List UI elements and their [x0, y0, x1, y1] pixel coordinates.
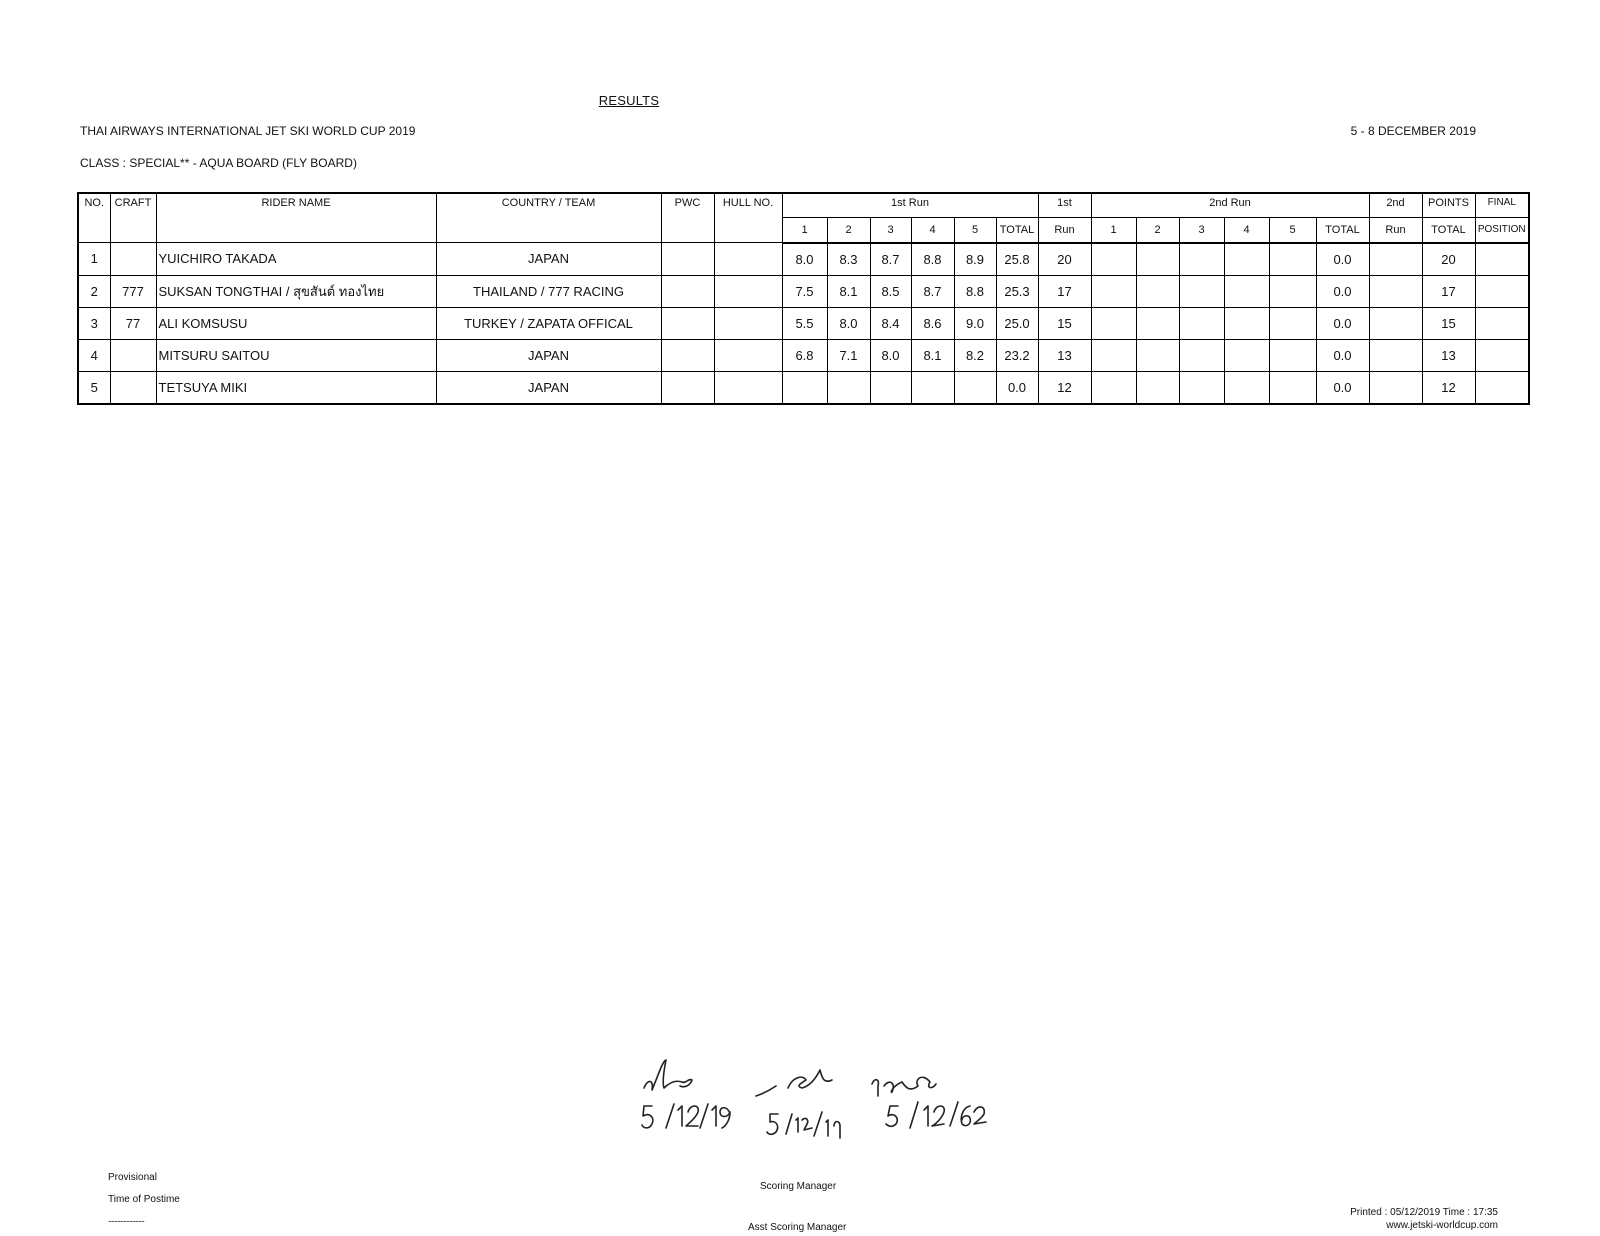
cell-r2-judge-1 — [1091, 339, 1136, 371]
cell-craft: 777 — [110, 275, 156, 307]
header-r1-judge-5: 5 — [954, 217, 996, 243]
cell-r2-judge-2 — [1136, 275, 1179, 307]
header-first-run-result-top: 1st — [1038, 193, 1091, 217]
header-country-team: COUNTRY / TEAM — [436, 193, 661, 243]
cell-pwc — [661, 339, 714, 371]
cell-final-position — [1475, 275, 1529, 307]
cell-r2-judge-2 — [1136, 243, 1179, 276]
header-row-top — [78, 193, 1529, 217]
cell-country-team: JAPAN — [436, 243, 661, 276]
header-points-bottom: TOTAL — [1422, 217, 1475, 243]
time-of-postime-label: Time of Postime — [108, 1194, 180, 1205]
cell-first-run-result: 12 — [1038, 371, 1091, 404]
cell-country-team: THAILAND / 777 RACING — [436, 275, 661, 307]
cell-r2-total: 0.0 — [1316, 339, 1369, 371]
cell-r2-judge-4 — [1224, 371, 1269, 404]
cell-r1-total: 0.0 — [996, 371, 1038, 404]
cell-r1-judge-2 — [827, 371, 870, 404]
cell-rider-name: YUICHIRO TAKADA — [156, 243, 436, 276]
cell-r2-judge-3 — [1179, 243, 1224, 276]
cell-r2-judge-1 — [1091, 371, 1136, 404]
cell-r1-judge-4: 8.8 — [911, 243, 954, 276]
cell-r1-judge-3: 8.7 — [870, 243, 911, 276]
cell-first-run-result: 17 — [1038, 275, 1091, 307]
cell-r1-judge-5: 8.8 — [954, 275, 996, 307]
cell-r2-judge-4 — [1224, 307, 1269, 339]
cell-pwc — [661, 275, 714, 307]
document-title: RESULTS — [598, 93, 660, 108]
header-r2-judge-1: 1 — [1091, 217, 1136, 243]
results-body — [78, 243, 1529, 404]
cell-points-total: 13 — [1422, 339, 1475, 371]
cell-r2-total: 0.0 — [1316, 275, 1369, 307]
cell-r2-judge-4 — [1224, 339, 1269, 371]
signatures-image — [640, 1058, 1020, 1148]
header-first-run-result-bottom: Run — [1038, 217, 1091, 243]
cell-craft — [110, 371, 156, 404]
cell-r2-judge-5 — [1269, 307, 1316, 339]
cell-r1-judge-1 — [782, 371, 827, 404]
cell-r2-total: 0.0 — [1316, 371, 1369, 404]
event-name: THAI AIRWAYS INTERNATIONAL JET SKI WORLD CUP 2019 — [80, 124, 416, 138]
cell-no: 1 — [78, 243, 110, 276]
header-no: NO. — [78, 193, 110, 243]
cell-r2-judge-2 — [1136, 371, 1179, 404]
cell-r2-judge-4 — [1224, 243, 1269, 276]
cell-r1-judge-1: 6.8 — [782, 339, 827, 371]
cell-pwc — [661, 371, 714, 404]
cell-r1-total: 25.0 — [996, 307, 1038, 339]
cell-first-run-result: 13 — [1038, 339, 1091, 371]
cell-r1-judge-1: 7.5 — [782, 275, 827, 307]
cell-country-team: JAPAN — [436, 371, 661, 404]
cell-points-total: 12 — [1422, 371, 1475, 404]
cell-r2-judge-5 — [1269, 275, 1316, 307]
cell-r2-judge-1 — [1091, 275, 1136, 307]
cell-r2-judge-2 — [1136, 339, 1179, 371]
cell-r2-total: 0.0 — [1316, 243, 1369, 276]
cell-r1-judge-3: 8.5 — [870, 275, 911, 307]
cell-final-position — [1475, 371, 1529, 404]
header-r2-judge-4: 4 — [1224, 217, 1269, 243]
cell-r2-judge-5 — [1269, 243, 1316, 276]
asst-scoring-manager-label: Asst Scoring Manager — [748, 1222, 847, 1233]
cell-craft — [110, 243, 156, 276]
header-second-run-result-top: 2nd — [1369, 193, 1422, 217]
cell-r1-judge-5: 9.0 — [954, 307, 996, 339]
header-final-top: FINAL — [1475, 193, 1529, 217]
header-r1-judge-4: 4 — [911, 217, 954, 243]
results-table — [77, 192, 1530, 405]
header-r2-total: TOTAL — [1316, 217, 1369, 243]
cell-r1-judge-4 — [911, 371, 954, 404]
cell-country-team: JAPAN — [436, 339, 661, 371]
table-row — [78, 339, 1529, 371]
header-craft: CRAFT — [110, 193, 156, 243]
scoring-manager-label: Scoring Manager — [760, 1181, 837, 1192]
cell-r1-judge-3: 8.4 — [870, 307, 911, 339]
postime-blank-line: ........................ — [108, 1214, 145, 1224]
cell-hull-no — [714, 339, 782, 371]
cell-r1-judge-2: 8.0 — [827, 307, 870, 339]
cell-craft: 77 — [110, 307, 156, 339]
cell-r2-judge-1 — [1091, 307, 1136, 339]
cell-r2-judge-2 — [1136, 307, 1179, 339]
cell-r2-judge-5 — [1269, 371, 1316, 404]
cell-country-team: TURKEY / ZAPATA OFFICAL — [436, 307, 661, 339]
table-row — [78, 243, 1529, 276]
header-hull-no: HULL NO. — [714, 193, 782, 243]
cell-r2-judge-1 — [1091, 243, 1136, 276]
cell-points-total: 15 — [1422, 307, 1475, 339]
cell-hull-no — [714, 243, 782, 276]
cell-r1-judge-2: 8.1 — [827, 275, 870, 307]
header-r1-judge-2: 2 — [827, 217, 870, 243]
cell-rider-name: TETSUYA MIKI — [156, 371, 436, 404]
cell-r2-judge-3 — [1179, 307, 1224, 339]
cell-r1-judge-5: 8.9 — [954, 243, 996, 276]
cell-r1-judge-4: 8.7 — [911, 275, 954, 307]
cell-first-run-result: 20 — [1038, 243, 1091, 276]
website-url: www.jetski-worldcup.com — [1386, 1220, 1498, 1231]
cell-r1-judge-3 — [870, 371, 911, 404]
cell-no: 4 — [78, 339, 110, 371]
cell-pwc — [661, 307, 714, 339]
cell-r1-judge-4: 8.6 — [911, 307, 954, 339]
cell-r1-total: 25.8 — [996, 243, 1038, 276]
cell-rider-name: ALI KOMSUSU — [156, 307, 436, 339]
cell-final-position — [1475, 307, 1529, 339]
provisional-label: Provisional — [108, 1172, 157, 1183]
cell-hull-no — [714, 275, 782, 307]
cell-points-total: 20 — [1422, 243, 1475, 276]
cell-hull-no — [714, 371, 782, 404]
printed-timestamp: Printed : 05/12/2019 Time : 17:35 — [1350, 1207, 1498, 1218]
cell-r1-total: 23.2 — [996, 339, 1038, 371]
cell-no: 2 — [78, 275, 110, 307]
cell-r1-judge-3: 8.0 — [870, 339, 911, 371]
header-rider-name: RIDER NAME — [156, 193, 436, 243]
cell-points-total: 17 — [1422, 275, 1475, 307]
cell-second-run-result — [1369, 275, 1422, 307]
cell-r2-judge-3 — [1179, 275, 1224, 307]
table-row — [78, 371, 1529, 404]
cell-rider-name: SUKSAN TONGTHAI / สุขสันต์ ทองไทย — [156, 275, 436, 307]
cell-r1-judge-2: 8.3 — [827, 243, 870, 276]
cell-r2-judge-4 — [1224, 275, 1269, 307]
cell-r1-judge-1: 8.0 — [782, 243, 827, 276]
cell-craft — [110, 339, 156, 371]
cell-r1-judge-4: 8.1 — [911, 339, 954, 371]
class-line: CLASS : SPECIAL** - AQUA BOARD (FLY BOARD) — [80, 156, 357, 170]
cell-r1-total: 25.3 — [996, 275, 1038, 307]
header-points-top: POINTS — [1422, 193, 1475, 217]
event-dates: 5 - 8 DECEMBER 2019 — [1350, 124, 1476, 138]
cell-rider-name: MITSURU SAITOU — [156, 339, 436, 371]
header-r1-total: TOTAL — [996, 217, 1038, 243]
header-second-run: 2nd Run — [1091, 193, 1369, 217]
cell-second-run-result — [1369, 339, 1422, 371]
cell-no: 3 — [78, 307, 110, 339]
header-pwc: PWC — [661, 193, 714, 243]
cell-r2-judge-3 — [1179, 339, 1224, 371]
header-r1-judge-1: 1 — [782, 217, 827, 243]
cell-r2-total: 0.0 — [1316, 307, 1369, 339]
cell-pwc — [661, 243, 714, 276]
cell-second-run-result — [1369, 307, 1422, 339]
cell-first-run-result: 15 — [1038, 307, 1091, 339]
table-row — [78, 307, 1529, 339]
header-final-bottom: POSITION — [1475, 217, 1529, 243]
header-r1-judge-3: 3 — [870, 217, 911, 243]
cell-second-run-result — [1369, 243, 1422, 276]
cell-r2-judge-3 — [1179, 371, 1224, 404]
header-r2-judge-3: 3 — [1179, 217, 1224, 243]
cell-r1-judge-1: 5.5 — [782, 307, 827, 339]
table-row — [78, 275, 1529, 307]
cell-r1-judge-5 — [954, 371, 996, 404]
cell-r1-judge-5: 8.2 — [954, 339, 996, 371]
cell-final-position — [1475, 243, 1529, 276]
header-r2-judge-5: 5 — [1269, 217, 1316, 243]
cell-no: 5 — [78, 371, 110, 404]
cell-hull-no — [714, 307, 782, 339]
cell-r2-judge-5 — [1269, 339, 1316, 371]
header-first-run: 1st Run — [782, 193, 1038, 217]
cell-r1-judge-2: 7.1 — [827, 339, 870, 371]
header-second-run-result-bottom: Run — [1369, 217, 1422, 243]
cell-second-run-result — [1369, 371, 1422, 404]
header-r2-judge-2: 2 — [1136, 217, 1179, 243]
cell-final-position — [1475, 339, 1529, 371]
